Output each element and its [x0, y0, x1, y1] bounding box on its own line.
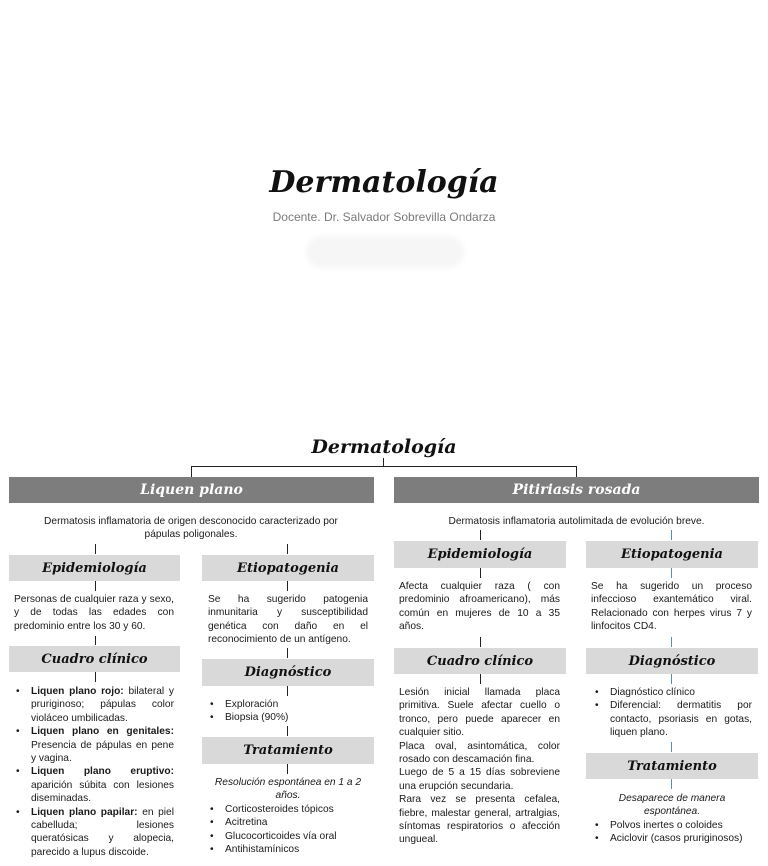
list-item: • Diagnóstico clínico	[593, 686, 752, 699]
connector-left	[191, 466, 192, 477]
pr-etiopatogenia-box: Etiopatogenia	[586, 541, 758, 568]
lp-epidemiologia-box: Epidemiología	[9, 555, 180, 581]
pitiriasis-rosada-heading: Pitiriasis rosada	[394, 477, 759, 503]
connector-lp-epi	[95, 544, 96, 554]
list-item: • Diferencial: dermatitis por contacto, psoriasis en gotas, liquen plano.	[593, 699, 752, 739]
lp-epidemiologia-text: Personas de cualquier raza y sexo, y de todas las edades con predominio entre los 30 y 60.	[14, 594, 174, 632]
list-item: • Antihistamínicos	[208, 843, 368, 856]
connector-pr-cuadro-text	[480, 674, 481, 684]
liquen-plano-definition: Dermatosis inflamatoria de origen desconocido caracterizado por pápulas poligonales.	[44, 516, 338, 541]
list-item: • Liquen plano eruptivo: aparición súbita con lesiones diseminadas.	[14, 765, 174, 805]
lp-etiopatogenia-box: Etiopatogenia	[202, 555, 374, 581]
lp-cuadro-clinico-list	[14, 685, 174, 859]
lp-diagnostico-list	[208, 698, 368, 725]
list-item: • Exploración	[208, 698, 368, 711]
cover-title: Dermatología	[269, 165, 499, 200]
pr-diagnostico-list	[593, 686, 752, 740]
connector-lp-cuadro-text	[95, 672, 96, 682]
list-item: • Corticosteroides tópicos	[208, 803, 368, 816]
connector-pr-diag-text	[671, 674, 672, 684]
list-item: • Liquen plano papilar: en piel cabelluda; lesiones queratósicas y alopecia, parecido a lupus discoide.	[14, 806, 174, 860]
list-item: • Biopsia (90%)	[208, 711, 368, 724]
connector-pr-epi-text	[480, 568, 481, 578]
lp-etiopatogenia-text: Se ha sugerido patogenia inmunitaria y susceptibilidad genética con daño en el reconocimiento de un antígeno.	[208, 594, 368, 646]
pr-epidemiologia-text: Afecta cualquier raza ( con predominio afroamericano), más común en mujeres de 10 a 35 años.	[399, 581, 560, 633]
connector-pr-etio	[671, 530, 672, 540]
connector-title	[383, 458, 384, 466]
connector-pr-epi	[480, 530, 481, 540]
connector-lp-epi-text	[95, 581, 96, 591]
map-title: Dermatología	[311, 436, 457, 458]
lp-tratamiento-note: Resolución espontánea en 1 a 2 años.	[214, 777, 362, 802]
pr-epidemiologia-box: Epidemiología	[394, 541, 566, 568]
connector-pr-etio-text	[671, 568, 672, 578]
list-item: • Liquen plano en genitales: Presencia de pápulas en pene y vagina.	[14, 725, 174, 765]
pr-tratamiento-list	[593, 819, 763, 846]
connector-lp-cuadro	[95, 636, 96, 645]
connector-lp-trat	[287, 726, 288, 736]
lp-tratamiento-list	[208, 803, 368, 857]
pr-cuadro-clinico-text: Lesión inicial llamada placa primitiva. Suele afectar cuello o tronco, pero puede aparecer en cualquier sitio. Placa oval, asintomática, color rosado con descamación fina. Luego de 5 a 15 días sobreviene una erupción secundaria. Rara vez se presenta cefalea, fiebre, malestar general, artralgias, síntomas respiratorios o afección ungueal.	[399, 687, 560, 846]
connector-lp-diag-text	[287, 686, 288, 696]
connector-lp-diag	[287, 648, 288, 658]
list-item: • Aciclovir (casos pruriginosos)	[593, 832, 763, 845]
pr-cuadro-clinico-box: Cuadro clínico	[394, 648, 566, 674]
connector-lp-etio-text	[287, 581, 288, 591]
pr-etiopatogenia-text: Se ha sugerido un proceso infeccioso exantemático viral. Relacionado con herpes virus 7 y linfocitos CD4.	[591, 581, 752, 633]
lp-tratamiento-box: Tratamiento	[202, 737, 374, 764]
pr-tratamiento-note: Desaparece de manera espontánea.	[618, 793, 726, 818]
pitiriasis-rosada-definition: Dermatosis inflamatoria autolimitada de evolución breve.	[448, 516, 705, 527]
connector-lp-trat-text	[287, 764, 288, 774]
connector-pr-cuadro	[480, 637, 481, 647]
list-item: • Liquen plano rojo: bilateral y pruriginoso; pápulas color violáceo umbilicadas.	[14, 685, 174, 725]
lp-diagnostico-box: Diagnóstico	[202, 659, 374, 686]
cover-subtitle: Docente. Dr. Salvador Sobrevilla Ondarza	[272, 210, 496, 224]
lp-cuadro-clinico-box: Cuadro clínico	[9, 646, 180, 672]
connector-lp-etio	[287, 544, 288, 554]
connector-right	[576, 466, 577, 477]
connector-pr-trat-text	[671, 779, 672, 789]
list-item: • Polvos inertes o coloides	[593, 819, 763, 832]
pr-diagnostico-box: Diagnóstico	[586, 648, 758, 674]
list-item: • Acitretina	[208, 816, 368, 829]
pr-tratamiento-box: Tratamiento	[586, 753, 758, 779]
connector-branch	[191, 466, 576, 467]
redacted-signature	[310, 240, 460, 264]
connector-pr-diag	[671, 637, 672, 647]
list-item: • Glucocorticoides vía oral	[208, 830, 368, 843]
connector-pr-trat	[671, 742, 672, 752]
liquen-plano-heading: Liquen plano	[9, 477, 374, 503]
